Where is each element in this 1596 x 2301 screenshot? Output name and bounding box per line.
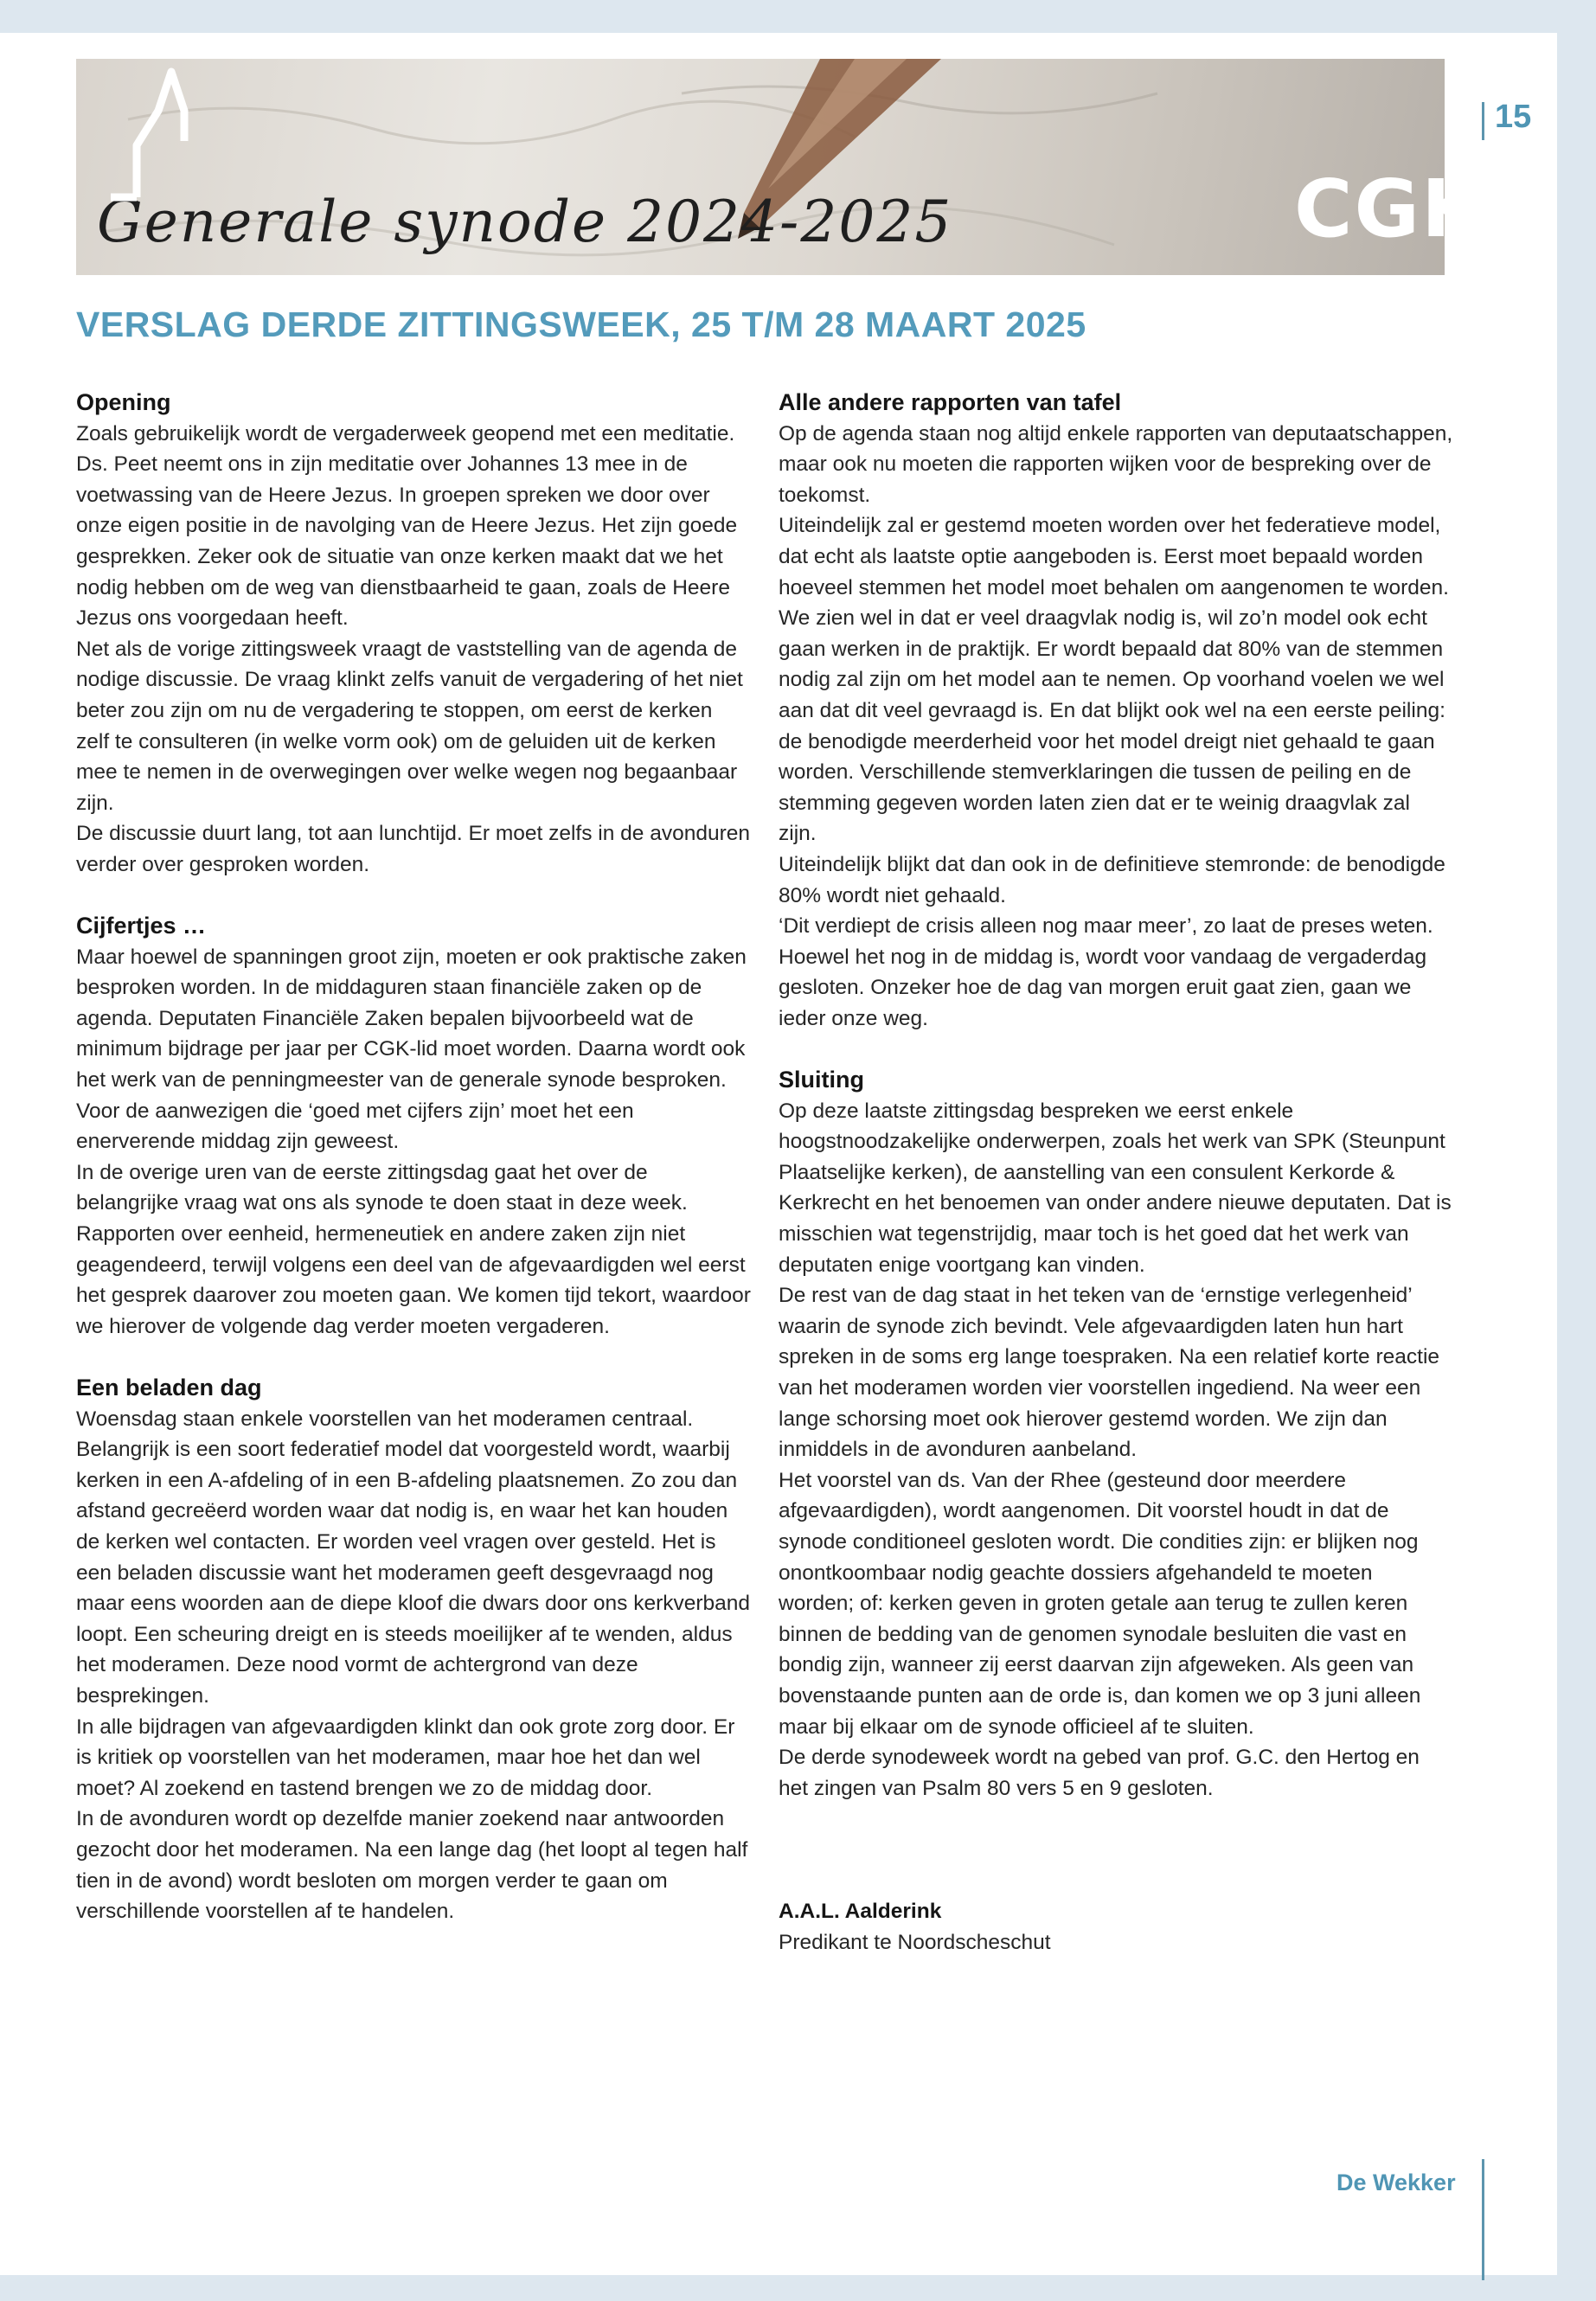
- spacer: [76, 1342, 751, 1373]
- cgk-logo-text: CGK: [1294, 163, 1485, 255]
- paragraph: Op deze laatste zittingsdag bespreken we eerst enkele hoogstnoodzakelijke onderwerpen, zoals het werk van SPK (Steunpunt Plaatselijke kerken), de aanstelling van een consulent Kerkorde & Kerkrecht en het benoemen van onder andere nieuwe deputaten. Dat is misschien wat tegenstrijdig, maar toch is het goed dat het werk van deputaten enige voortgang kan vinden.: [779, 1099, 1452, 1277]
- section-heading: Alle andere rapporten van tafel: [779, 389, 1122, 415]
- banner-title: Generale synode 2024-2025: [97, 189, 953, 255]
- section-heading: Sluiting: [779, 1067, 864, 1093]
- paragraph: Uiteindelijk blijkt dat dan ook in de definitieve stemronde: de benodigde 80% wordt niet gehaald.: [779, 852, 1445, 907]
- paragraph: Uiteindelijk zal er gestemd moeten worden over het federatieve model, dat echt als laatste optie aangeboden is. Eerst moet bepaald worden hoeveel stemmen het model moet behalen om aangenomen te worden. We zien wel in dat er veel draagvlak nodig is, wil zo’n model ook echt gaan werken in de praktijk. Er wordt bepaald dat 80% van de stemmen nodig zal zijn om het model aan te nemen. Op voorhand voelen we wel aan dat dit veel gevraagd is. En dat blijkt ook wel na een eerste peiling: de benodigde meerderheid voor het model dreigt niet gehaald te gaan worden. Verschillende stemverklaringen die tussen de peiling en de stemming gegeven worden laten zien dat er te weinig draagvlak zal zijn.: [779, 514, 1449, 846]
- paragraph: Net als de vorige zittingsweek vraagt de vaststelling van de agenda de nodige discussie. De vraag klinkt zelfs vanuit de vergadering of het niet beter zou zijn om nu de vergadering te stoppen, om eerst de kerken zelf te consulteren (in welke vorm ook) om de geluiden uit de kerken mee te nemen in de overwegingen over welke wegen nog begaanbaar zijn.: [76, 637, 743, 815]
- header-banner: [76, 59, 1485, 275]
- paragraph: Maar hoewel de spanningen groot zijn, moeten er ook praktische zaken besproken worden. In de middaguren staan financiële zaken op de agenda. Deputaten Financiële Zaken bepalen bijvoorbeeld wat de minimum bijdrage per jaar per CGK-lid moet worden. Daarna wordt ook het werk van de penningmeester van de generale synode besproken. Voor de aanwezigen die ‘goed met cijfers zijn’ moet het een enerverende middag zijn geweest.: [76, 945, 747, 1154]
- author-role: Predikant te Noordscheschut: [779, 1930, 1051, 1954]
- magazine-name: De Wekker: [1336, 2170, 1456, 2195]
- section-heading: Cijfertjes …: [76, 913, 207, 939]
- spacer: [779, 1034, 1453, 1065]
- paragraph: In alle bijdragen van afgevaardigden klinkt dan ook grote zorg door. Er is kritiek op voorstellen van het moderamen, maar hoe het dan wel moet? Al zoekend en tastend brengen we zo de middag door.: [76, 1715, 735, 1800]
- page-number-divider: [1482, 102, 1484, 140]
- section-heading: Een beladen dag: [76, 1375, 262, 1400]
- paragraph: De derde synodeweek wordt na gebed van prof. G.C. den Hertog en het zingen van Psalm 80 vers 5 en 9 gesloten.: [779, 1746, 1420, 1800]
- paragraph: ‘Dit verdiept de crisis alleen nog maar meer’, zo laat de preses weten. Hoewel het nog in de middag is, wordt voor vandaag de vergaderdag gesloten. Onzeker hoe de dag van morgen eruit gaat zien, gaan we ieder onze weg.: [779, 914, 1433, 1030]
- paragraph: In de avonduren wordt op dezelfde manier zoekend naar antwoorden gezocht door het moderamen. Na een lange dag (het loopt al tegen half tien in de avond) wordt besloten om morgen verder te gaan om verschillende voorstellen af te handelen.: [76, 1807, 748, 1924]
- right-column: [779, 388, 1453, 1958]
- spacer: [779, 1865, 1453, 1896]
- article-headline: VERSLAG DERDE ZITTINGSWEEK, 25 T/M 28 MAART 2025: [76, 304, 1086, 344]
- section-heading: Opening: [76, 389, 171, 415]
- church-logo-icon: [76, 59, 301, 232]
- paragraph: Zoals gebruikelijk wordt de vergaderweek geopend met een meditatie. Ds. Peet neemt ons in zijn meditatie over Johannes 13 mee in de voetwassing van de Heere Jezus. In groepen spreken we door over onze eigen positie in de navolging van de Heere Jezus. Het zijn goede gesprekken. Zeker ook de situatie van onze kerken maakt dat we het nodig hebben om de weg van dienstbaarheid te gaan, zoals de Heere Jezus ons voorgedaan heeft.: [76, 421, 738, 631]
- author-name: A.A.L. Aalderink: [779, 1899, 942, 1923]
- left-column: [76, 388, 751, 1927]
- paragraph: Het voorstel van ds. Van der Rhee (gesteund door meerdere afgevaardigden), wordt aangenomen. Dit voorstel houdt in dat de synode conditioneel gesloten wordt. Die condities zijn: er blijken nog onontkoombaar nodig geachte dossiers afgehandeld te moeten worden; of: kerken geven in groten getale aan terug te zullen keren binnen de bedding van de genomen synodale besluiten die vast en bondig zijn, wanneer zij eerst daarvan zijn afgeweken. Als geen van bovenstaande punten aan de orde is, dan komen we op 3 juni alleen maar bij elkaar om de synode officieel af te sluiten.: [779, 1468, 1421, 1739]
- paragraph: Op de agenda staan nog altijd enkele rapporten van deputaatschappen, maar ook nu moeten die rapporten wijken voor de bespreking over de toekomst.: [779, 421, 1453, 507]
- paragraph: In de overige uren van de eerste zittingsdag gaat het over de belangrijke vraag wat ons als synode te doen staat in deze week. Rapporten over eenheid, hermeneutiek en andere zaken zijn niet geagendeerd, terwijl volgens een deel van de afgevaardigden wel eerst het gesprek daarover zou moeten gaan. We komen tijd tekort, waardoor we hierover de volgende dag verder moeten vergaderen.: [76, 1160, 751, 1338]
- page-number: 15: [1495, 99, 1532, 135]
- spacer: [779, 1804, 1453, 1865]
- paragraph: De discussie duurt lang, tot aan lunchtijd. Er moet zelfs in de avonduren verder over gesproken worden.: [76, 822, 750, 876]
- paragraph: De rest van de dag staat in het teken van de ‘ernstige verlegenheid’ waarin de synode zich bevindt. Vele afgevaardigden laten hun hart spreken in de soms erg lange toespraken. Na een relatief korte reactie van het moderamen worden vier voorstellen ingediend. Na weer een lange schorsing moet ook hierover gestemd worden. We zijn dan inmiddels in de avonduren aanbeland.: [779, 1284, 1440, 1462]
- paragraph: Woensdag staan enkele voorstellen van het moderamen centraal. Belangrijk is een soort federatief model dat voorgesteld wordt, waarbij kerken in een A-afdeling of in een B-afdeling plaatsnemen. Zo zou dan afstand gecreëerd worden waar dat nodig is, en waar het kan houden de kerken wel contacten. Er worden veel vragen over gesteld. Het is een beladen discussie want het moderamen geeft desgevraagd nog maar eens woorden aan de diepe kloof die dwars door ons kerkverband loopt. Een scheuring dreigt en is steeds moeilijker af te wenden, aldus het moderamen. Deze nood vormt de achtergrond van deze besprekingen.: [76, 1407, 751, 1708]
- spacer: [76, 881, 751, 912]
- footer-divider: [1482, 2159, 1484, 2280]
